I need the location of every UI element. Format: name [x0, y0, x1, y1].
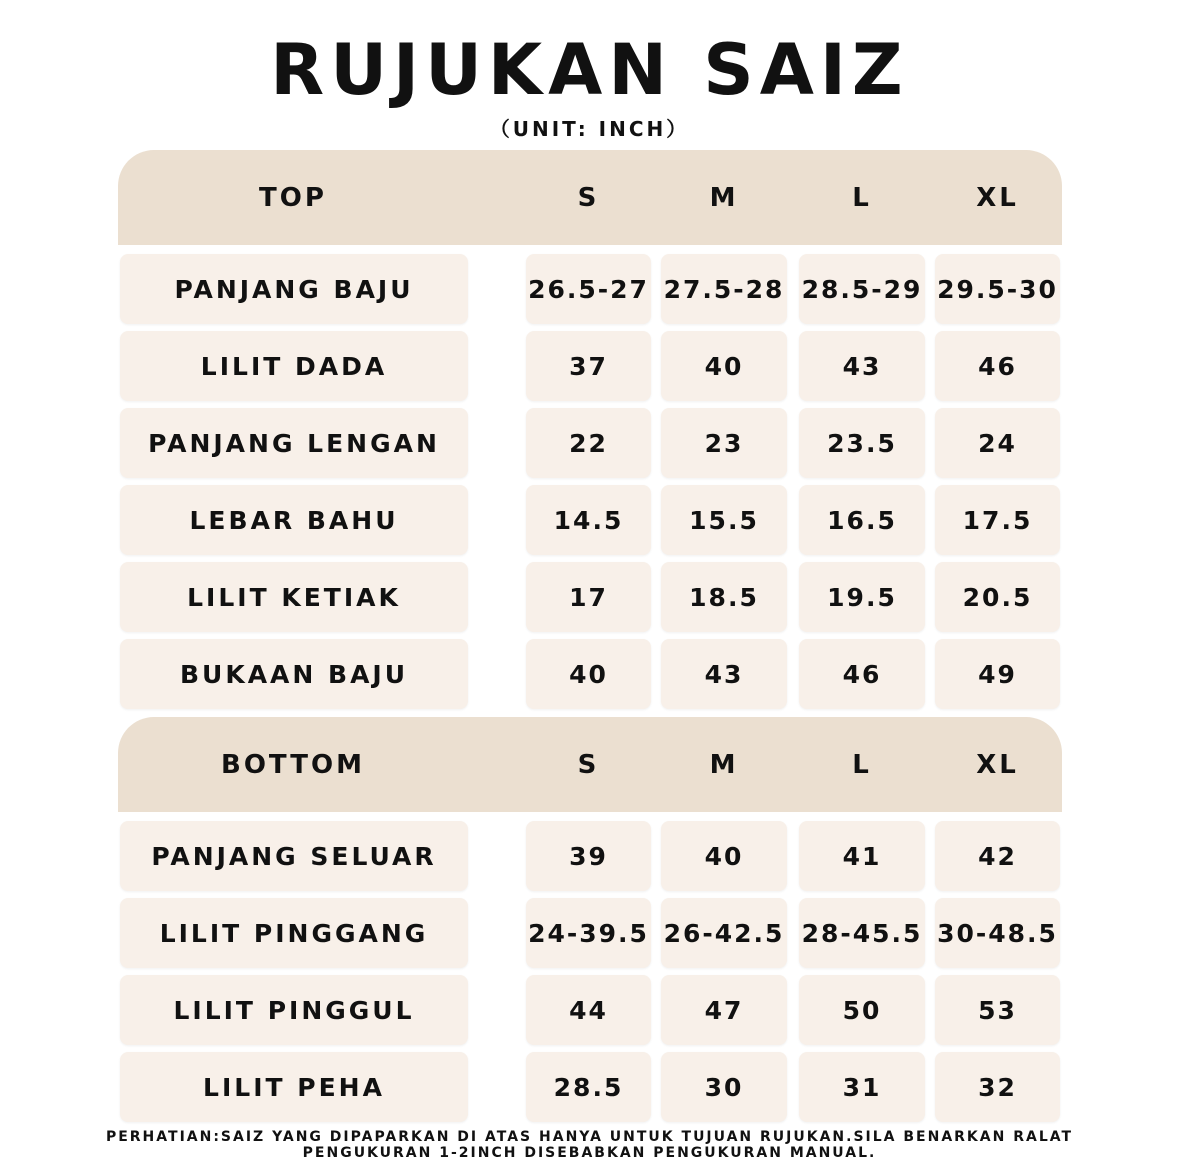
row-label: PANJANG SELUAR [120, 821, 468, 891]
value-s: 24-39.5 [526, 898, 651, 968]
value-l: 41 [799, 821, 925, 891]
bottom-section-title: BOTTOM [221, 749, 365, 780]
table-row [0, 639, 1179, 709]
value-xl: 17.5 [935, 485, 1060, 555]
top-section-title: TOP [259, 182, 327, 213]
table-row [0, 975, 1179, 1045]
size-header-m: M [709, 182, 739, 213]
value-s: 28.5 [526, 1052, 651, 1122]
value-xl: 53 [935, 975, 1060, 1045]
value-xl: 42 [935, 821, 1060, 891]
size-header-l: L [852, 182, 872, 213]
value-s: 44 [526, 975, 651, 1045]
disclaimer-line-2: PENGUKURAN 1-2INCH DISEBABKAN PENGUKURAN MANUAL. [302, 1145, 877, 1161]
value-m: 15.5 [661, 485, 787, 555]
row-label: LILIT PINGGANG [120, 898, 468, 968]
size-header-s: S [577, 182, 600, 213]
value-m: 40 [661, 821, 787, 891]
value-xl: 20.5 [935, 562, 1060, 632]
value-xl: 29.5-30 [935, 254, 1060, 324]
unit-caption: （UNIT: INCH） [489, 117, 690, 141]
value-xl: 30-48.5 [935, 898, 1060, 968]
size-header-xl: XL [976, 182, 1019, 213]
table-row [0, 408, 1179, 478]
size-header-l: L [852, 749, 872, 780]
value-xl: 24 [935, 408, 1060, 478]
value-m: 30 [661, 1052, 787, 1122]
table-row [0, 562, 1179, 632]
value-s: 17 [526, 562, 651, 632]
disclaimer-line-1: PERHATIAN:SAIZ YANG DIPAPARKAN DI ATAS HANYA UNTUK TUJUAN RUJUKAN.SILA BENARKAN RALAT [105, 1129, 1074, 1145]
value-m: 23 [661, 408, 787, 478]
row-label: PANJANG BAJU [120, 254, 468, 324]
table-row [0, 485, 1179, 555]
value-m: 26-42.5 [661, 898, 787, 968]
value-m: 18.5 [661, 562, 787, 632]
value-s: 40 [526, 639, 651, 709]
value-l: 43 [799, 331, 925, 401]
table-row [0, 1052, 1179, 1122]
row-label: LILIT PEHA [120, 1052, 468, 1122]
row-label: LILIT DADA [120, 331, 468, 401]
table-row [0, 821, 1179, 891]
value-l: 46 [799, 639, 925, 709]
row-label: LILIT KETIAK [120, 562, 468, 632]
size-header-m: M [709, 749, 739, 780]
value-l: 50 [799, 975, 925, 1045]
row-label: PANJANG LENGAN [120, 408, 468, 478]
row-label: BUKAAN BAJU [120, 639, 468, 709]
row-label: LEBAR BAHU [120, 485, 468, 555]
value-s: 26.5-27 [526, 254, 651, 324]
table-row [0, 331, 1179, 401]
value-l: 23.5 [799, 408, 925, 478]
bottom-header [118, 717, 1062, 812]
top-header [118, 150, 1062, 245]
size-header-xl: XL [976, 749, 1019, 780]
value-s: 14.5 [526, 485, 651, 555]
value-l: 31 [799, 1052, 925, 1122]
value-m: 43 [661, 639, 787, 709]
size-header-s: S [577, 749, 600, 780]
value-xl: 46 [935, 331, 1060, 401]
value-xl: 32 [935, 1052, 1060, 1122]
disclaimer-note [0, 1129, 1179, 1161]
value-xl: 49 [935, 639, 1060, 709]
value-s: 22 [526, 408, 651, 478]
value-s: 39 [526, 821, 651, 891]
value-l: 19.5 [799, 562, 925, 632]
value-l: 16.5 [799, 485, 925, 555]
row-label: LILIT PINGGUL [120, 975, 468, 1045]
value-l: 28.5-29 [799, 254, 925, 324]
value-l: 28-45.5 [799, 898, 925, 968]
table-row [0, 898, 1179, 968]
value-m: 40 [661, 331, 787, 401]
value-m: 27.5-28 [661, 254, 787, 324]
table-row [0, 254, 1179, 324]
value-m: 47 [661, 975, 787, 1045]
page-title: RUJUKAN SAIZ [270, 29, 909, 111]
value-s: 37 [526, 331, 651, 401]
